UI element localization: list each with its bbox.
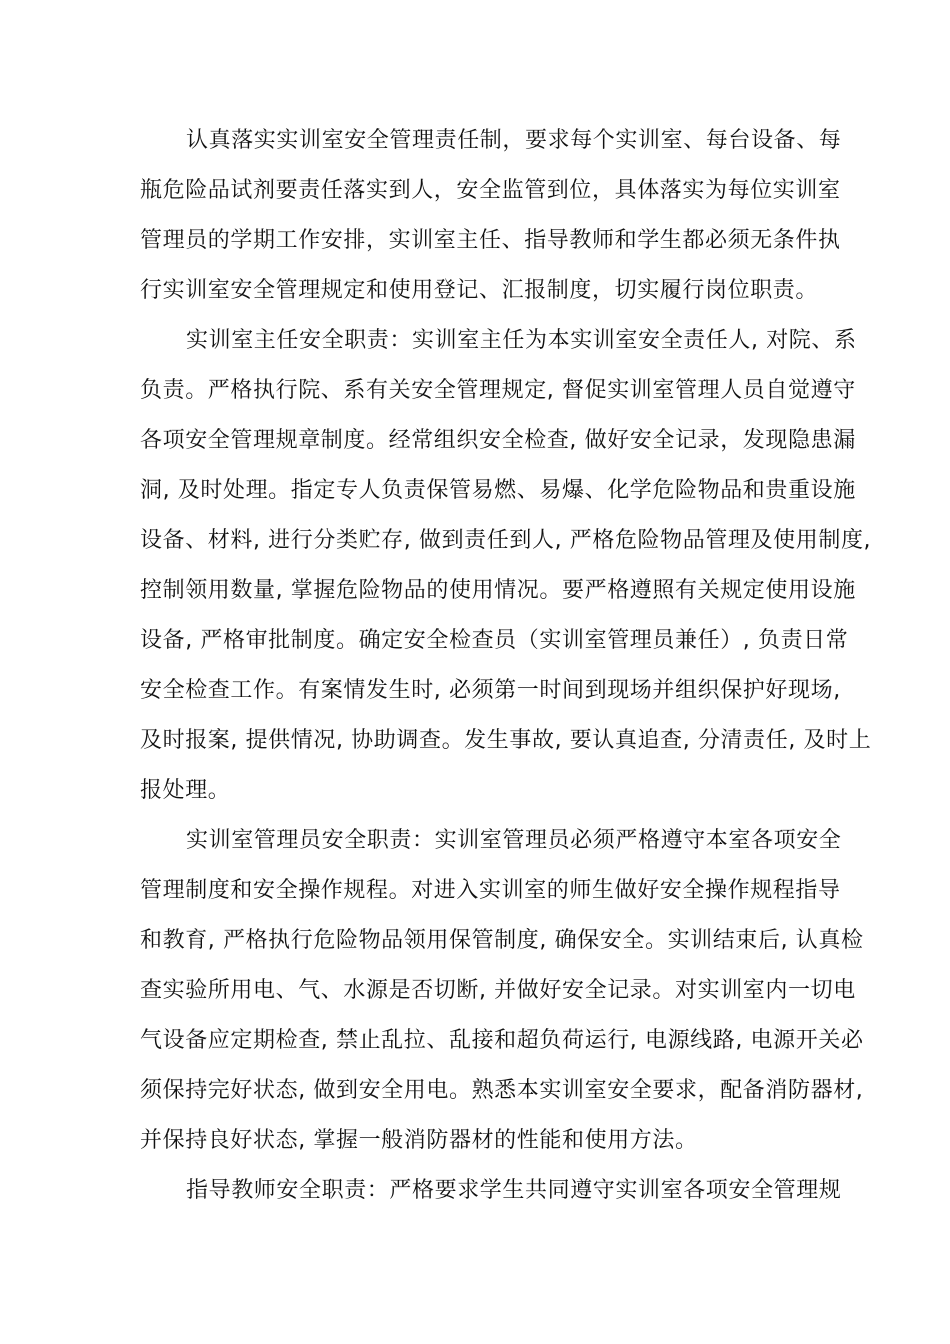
paragraph-line: 实训室管理员安全职责：实训室管理员必须严格遵守本室各项安全 — [186, 828, 842, 853]
paragraph-line: 控制领用数量, 掌握危险物品的使用情况。要严格遵照有关规定使用设施 — [140, 578, 856, 603]
paragraph-line: 实训室主任安全职责：实训室主任为本实训室安全责任人, 对院、系 — [186, 328, 857, 353]
paragraph-line: 瓶危险品试剂要责任落实到人，安全监管到位，具体落实为每位实训室 — [140, 178, 841, 203]
paragraph-line: 设备, 严格审批制度。确定安全检查员（实训室管理员兼任）, 负责日常 — [140, 628, 849, 653]
paragraph-line: 指导教师安全职责：严格要求学生共同遵守实训室各项安全管理规 — [186, 1178, 842, 1203]
paragraph-line: 认真落实实训室安全管理责任制，要求每个实训室、每台设备、每 — [186, 128, 842, 153]
paragraph-line: 各项安全管理规章制度。经常组织安全检查, 做好安全记录，发现隐患漏 — [140, 428, 856, 453]
paragraph-line: 负责。严格执行院、系有关安全管理规定, 督促实训室管理人员自觉遵守 — [140, 378, 856, 403]
paragraph-line: 查实验所用电、气、水源是否切断, 并做好安全记录。对实训室内一切电 — [140, 978, 856, 1003]
paragraph-line: 安全检查工作。有案情发生时, 必须第一时间到现场并组织保护好现场, — [140, 678, 841, 703]
paragraph-line: 管理制度和安全操作规程。对进入实训室的师生做好安全操作规程指导 — [140, 878, 841, 903]
paragraph-line: 设备、材料, 进行分类贮存, 做到责任到人, 严格危险物品管理及使用制度, — [140, 528, 872, 553]
paragraph-line: 气设备应定期检查, 禁止乱拉、乱接和超负荷运行, 电源线路, 电源开关必 — [140, 1028, 864, 1053]
paragraph-line: 并保持良好状态, 掌握一般消防器材的性能和使用方法。 — [140, 1128, 698, 1153]
paragraph-line: 和教育, 严格执行危险物品领用保管制度, 确保安全。实训结束后, 认真检 — [140, 928, 864, 953]
paragraph-line: 及时报案, 提供情况, 协助调查。发生事故, 要认真追查, 分清责任, 及时上 — [140, 728, 872, 753]
paragraph-line: 报处理。 — [140, 778, 231, 803]
paragraph-line: 须保持完好状态, 做到安全用电。熟悉本实训室安全要求，配备消防器材, — [140, 1078, 864, 1103]
paragraph-line: 管理员的学期工作安排，实训室主任、指导教师和学生都必须无条件执 — [140, 228, 841, 253]
paragraph-line: 行实训室安全管理规定和使用登记、汇报制度，切实履行岗位职责。 — [140, 278, 819, 303]
paragraph-line: 洞, 及时处理。指定专人负责保管易燃、易爆、化学危险物品和贵重设施 — [140, 478, 856, 503]
